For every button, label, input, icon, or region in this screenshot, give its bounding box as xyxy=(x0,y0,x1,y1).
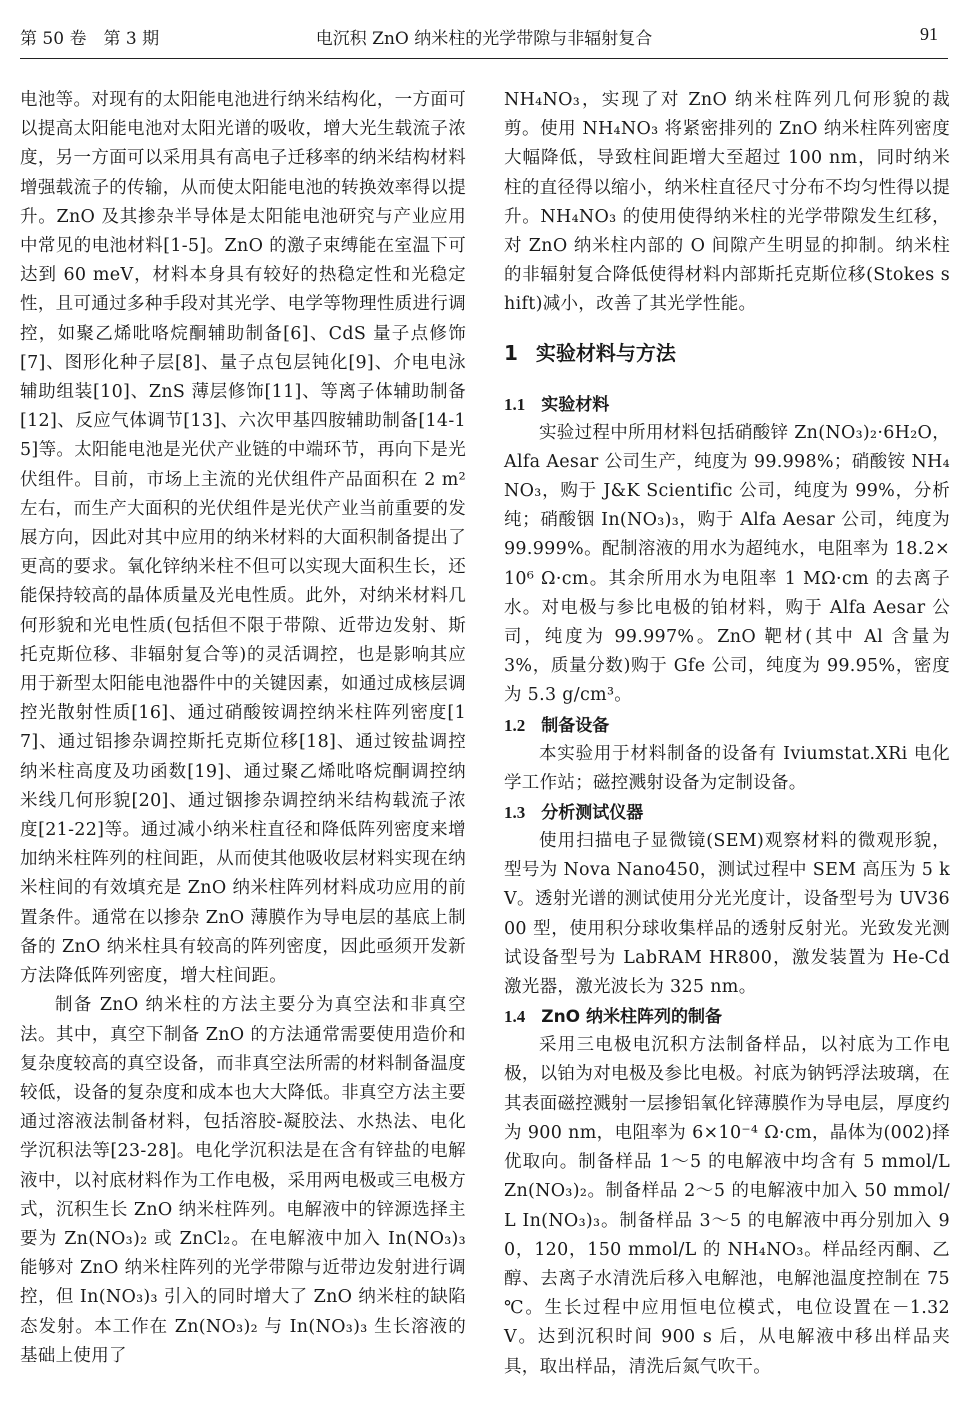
left-column xyxy=(20,86,466,1371)
subsection-title: ZnO 纳米柱阵列的制备 xyxy=(541,1007,723,1028)
section-title: 实验材料与方法 xyxy=(535,340,676,365)
page-number: 91 xyxy=(920,24,938,44)
preparation-paragraph: 采用三电极电沉积方法制备样品，以衬底为工作电极，以铂为对电极及参比电极。衬底为钠钙浮法玻璃，在其表面磁控溅射一层掺铝氧化锌薄膜作为导电层，厚度约为 900 nm，电阻率为 6×10⁻⁴ Ω·cm，晶体为(002)择优取向。制备样品 1～5 的电解液中均含有 5 mmol/L Zn(NO₃)₂。制备样品 2～5 的电解液中加入 50 mmol/L In(NO₃)₃。制备样品 3～5 的电解液中再分别加入 90，120，150 mmol/L 的 NH₄NO₃。样品经丙酮、乙醇、去离子水清洗后移入电解池，电解池温度控制在 75 ℃。生长过程中应用恒电位模式，电位设置在－1.32 V。达到沉积时间 900 s 后，从电解液中移出样品夹具，取出样品，清洗后氮气吹干。 xyxy=(504,1035,950,1377)
materials-paragraph: 实验过程中所用材料包括硝酸锌 Zn(NO₃)₂·6H₂O，Alfa Aesar 公司生产，纯度为 99.998%；硝酸铵 NH₄NO₃，购于 J&K Scientific 公司，纯度为 99%，分析纯；硝酸铟 In(NO₃)₃，购于 Alfa Aesar 公司，纯度为 99.999%。配制溶液的用水为超纯水，电阻率为 18.2×10⁶ Ω·cm。其余所用水为电阻率 1 MΩ·cm 的去离子水。对电极与参比电极的铂材料，购于 Alfa Aesar 公司，纯度为 99.997%。ZnO 靶材(其中 Al 含量为 3%，质量分数)购于 Gfe 公司，纯度为 99.95%，密度为 5.3 g/cm³。 xyxy=(504,422,950,706)
intro-paragraph-1: 电池等。对现有的太阳能电池进行纳米结构化，一方面可以提高太阳能电池对太阳光谱的吸收，增大光生载流子浓度，另一方面可以采用具有高电子迁移率的纳米结构材料增强载流子的传输，从而使太阳能电池的转换效率得以提升。ZnO 及其掺杂半导体是太阳能电池研究与产业应用中常见的电池材料[1-5]。ZnO 的激子束缚能在室温下可达到 60 meV，材料本身具有较好的热稳定性和光稳定性，且可通过多种手段对其光学、电学等物理性质进行调控，如聚乙烯吡咯烷酮辅助制备[6]、CdS 量子点修饰[7]、图形化种子层[8]、量子点包层钝化[9]、介电电泳辅助组装[10]、ZnS 薄层修饰[11]、等离子体辅助制备[12]、反应气体调节[13]、六次甲基四胺辅助制备[14-15]等。太阳能电池是光伏产业链的中端环节，再向下是光伏组件。目前，市场上主流的光伏组件产品面积在 2 m² 左右，而生产大面积的光伏组件是光伏产业当前重要的发展方向，因此对其中应用的纳米材料的大面积制备提出了更高的要求。氧化锌纳米柱不但可以实现大面积生长，还能保持较高的晶体质量及光电性质。此外，对纳米材料几何形貌和光电性质(包括但不限于带隙、近带边发射、斯托克斯位移、非辐射复合等)的灵活调控，也是影响其应用于新型太阳能电池器件中的关键因素，如通过成核层调控光散射性质[16]、通过硝酸铵调控纳米柱阵列密度[17]、通过铝掺杂调控斯托克斯位移[18]、通过铵盐调控纳米柱高度及功函数[19]、通过聚乙烯吡咯烷酮调控纳米线几何形貌[20]、通过铟掺杂调控纳米结构载流子浓度[21-22]等。通过减小纳米柱直径和降低阵列密度来增加纳米柱阵列的柱间距，从而使其他吸收层材料实现在纳米柱间的有效填充是 ZnO 纳米柱阵列材料成功应用的前置条件。通常在以掺杂 ZnO 薄膜作为导电层的基底上制备的 ZnO 纳米柱具有较高的阵列密度，因此亟须开发新方法降低阵列密度，增大柱间距。 xyxy=(20,90,466,987)
journal-volume-issue: 第 50 卷 第 3 期 xyxy=(20,29,160,49)
subsection-number: 1.2 xyxy=(504,715,526,735)
subsection-title: 制备设备 xyxy=(541,715,610,736)
subsection-heading-equipment xyxy=(504,711,950,740)
section-heading xyxy=(504,338,950,368)
subsection-number: 1.1 xyxy=(504,394,526,414)
instruments-paragraph: 使用扫描电子显微镜(SEM)观察材料的微观形貌，型号为 Nova Nano450，测试过程中 SEM 高压为 5 kV。透射光谱的测试使用分光光度计，设备型号为 UV3600 型，使用积分球收集样品的透射反射光。光致发光测试设备型号为 LabRAM HR800，激发装置为 He-Cd 激光器，激光波长为 325 nm。 xyxy=(504,831,950,998)
intro-paragraph-2: 制备 ZnO 纳米柱的方法主要分为真空法和非真空法。其中，真空下制备 ZnO 的方法通常需要使用造价和复杂度较高的真空设备，而非真空法所需的材料制备温度较低，设备的复杂度和成本也大大降低。非真空方法主要通过溶液法制备材料，包括溶胶-凝胶法、水热法、电化学沉积法等[23-28]。电化学沉积法是在含有锌盐的电解液中，以衬底材料作为工作电极，采用两电极或三电极方式，沉积生长 ZnO 纳米柱阵列。电解液中的锌源选择主要为 Zn(NO₃)₂ 或 ZnCl₂。在电解液中加入 In(NO₃)₃ 能够对 ZnO 纳米柱阵列的光学带隙与近带边发射进行调控，但 In(NO₃)₃ 引入的同时增大了 ZnO 纳米柱的缺陷态发射。本工作在 Zn(NO₃)₂ 与 In(NO₃)₃ 生长溶液的基础上使用了 xyxy=(20,995,466,1366)
running-header xyxy=(20,14,948,59)
running-title: 电沉积 ZnO 纳米柱的光学带隙与非辐射复合 xyxy=(315,29,653,49)
subsection-number: 1.3 xyxy=(504,803,526,823)
subsection-title: 实验材料 xyxy=(541,394,610,415)
subsection-title: 分析测试仪器 xyxy=(541,803,644,824)
subsection-number: 1.4 xyxy=(504,1007,526,1027)
right-column xyxy=(504,86,950,1382)
subsection-heading-materials xyxy=(504,390,950,419)
intro-paragraph-3: NH₄NO₃，实现了对 ZnO 纳米柱阵列几何形貌的裁剪。使用 NH₄NO₃ 将紧密排列的 ZnO 纳米柱阵列密度大幅降低，导致柱间距增大至超过 100 nm，同时纳米柱的直径得以缩小，纳米柱直径尺寸分布不均匀性得以提升。NH₄NO₃ 的使用使得纳米柱的光学带隙发生红移，对 ZnO 纳米柱内部的 O 间隙产生明显的抑制。纳米柱的非辐射复合降低使得材料内部斯托克斯位移(Stokes shift)减小，改善了其光学性能。 xyxy=(504,90,950,315)
subsection-heading-preparation xyxy=(504,1002,950,1031)
equipment-paragraph: 本实验用于材料制备的设备有 Iviumstat.XRi 电化学工作站；磁控溅射设备为定制设备。 xyxy=(504,743,950,793)
section-number: 1 xyxy=(504,340,518,365)
subsection-heading-instruments xyxy=(504,798,950,827)
